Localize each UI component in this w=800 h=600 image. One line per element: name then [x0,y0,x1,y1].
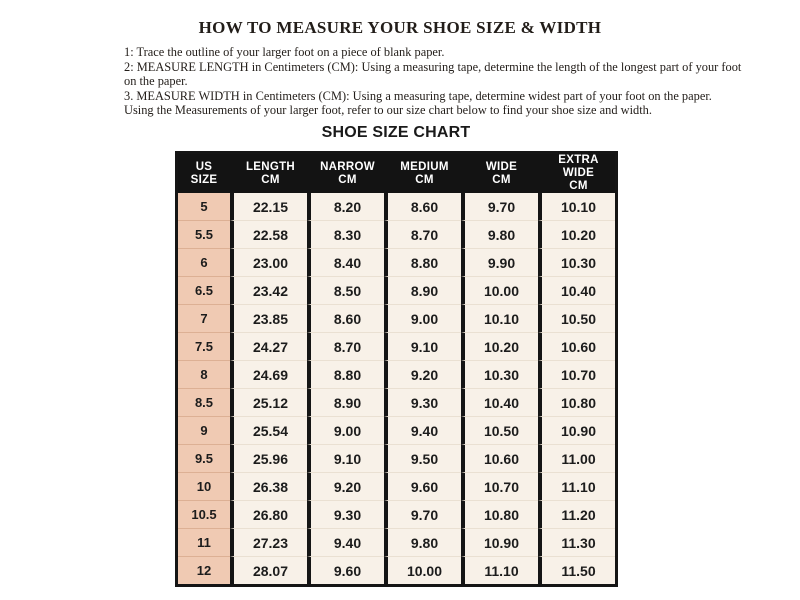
instruction-line: Using the Measurements of your larger foot, refer to our size chart below to find your shoe size and width. [124,103,652,117]
value-cell: 10.90 [461,528,538,556]
value-cell: 10.70 [538,360,615,388]
page-title: HOW TO MEASURE YOUR SHOE SIZE & WIDTH [198,18,602,37]
value-cell: 25.54 [230,416,307,444]
header-cell: EXTRA WIDE CM [538,154,615,193]
value-cell: 8.60 [384,193,461,220]
us-size-cell: 5 [178,193,230,220]
value-cell: 8.90 [307,388,384,416]
value-cell: 8.80 [307,360,384,388]
table-row [178,248,615,276]
value-cell: 10.10 [461,304,538,332]
header-cell: MEDIUM CM [384,154,461,193]
value-cell: 9.30 [307,500,384,528]
table-row [178,193,615,220]
us-size-cell: 7.5 [178,332,230,360]
instruction-line: 2: MEASURE LENGTH in Centimeters (CM): Using a measuring tape, determine the length of the longest part of your foot [124,59,742,74]
value-cell: 22.58 [230,220,307,248]
us-size-cell: 6 [178,248,230,276]
value-cell: 11.10 [461,556,538,584]
value-cell: 9.00 [384,304,461,332]
value-cell: 9.70 [461,193,538,220]
value-cell: 28.07 [230,556,307,584]
value-cell: 10.20 [538,220,615,248]
table-row [178,332,615,360]
value-cell: 9.20 [307,472,384,500]
value-cell: 10.20 [461,332,538,360]
value-cell: 8.70 [307,332,384,360]
table-header-row [178,154,615,193]
us-size-cell: 6.5 [178,276,230,304]
instruction-line: 3. MEASURE WIDTH in Centimeters (CM): Using a measuring tape, determine widest part of your foot on the paper. [124,88,712,103]
us-size-cell: 11 [178,528,230,556]
value-cell: 8.30 [307,220,384,248]
us-size-cell: 8 [178,360,230,388]
value-cell: 11.30 [538,528,615,556]
table-row [178,556,615,584]
value-cell: 8.20 [307,193,384,220]
value-cell: 9.80 [461,220,538,248]
chart-heading: SHOE SIZE CHART [321,124,471,141]
value-cell: 10.30 [538,248,615,276]
value-cell: 9.10 [307,444,384,472]
value-cell: 8.90 [384,276,461,304]
value-cell: 9.80 [384,528,461,556]
table-row [178,304,615,332]
value-cell: 9.10 [384,332,461,360]
value-cell: 8.70 [384,220,461,248]
size-table-body [178,193,615,584]
us-size-cell: 12 [178,556,230,584]
value-cell: 9.40 [307,528,384,556]
size-chart-table [175,151,618,587]
header-cell: NARROW CM [307,154,384,193]
value-cell: 8.40 [307,248,384,276]
value-cell: 9.00 [307,416,384,444]
value-cell: 9.30 [384,388,461,416]
value-cell: 10.40 [461,388,538,416]
us-size-cell: 10 [178,472,230,500]
value-cell: 10.50 [461,416,538,444]
value-cell: 8.60 [307,304,384,332]
value-cell: 25.96 [230,444,307,472]
value-cell: 10.90 [538,416,615,444]
value-cell: 9.60 [384,472,461,500]
value-cell: 10.80 [538,388,615,416]
header-cell: WIDE CM [461,154,538,193]
value-cell: 25.12 [230,388,307,416]
value-cell: 10.60 [538,332,615,360]
value-cell: 10.80 [461,500,538,528]
table-row [178,444,615,472]
value-cell: 10.10 [538,193,615,220]
value-cell: 10.40 [538,276,615,304]
us-size-cell: 7 [178,304,230,332]
us-size-cell: 10.5 [178,500,230,528]
value-cell: 8.80 [384,248,461,276]
table-row [178,276,615,304]
value-cell: 26.80 [230,500,307,528]
value-cell: 11.00 [538,444,615,472]
value-cell: 9.20 [384,360,461,388]
value-cell: 26.38 [230,472,307,500]
header-cell: LENGTH CM [230,154,307,193]
value-cell: 11.20 [538,500,615,528]
table-row [178,500,615,528]
value-cell: 10.60 [461,444,538,472]
value-cell: 11.10 [538,472,615,500]
value-cell: 9.40 [384,416,461,444]
us-size-cell: 5.5 [178,220,230,248]
us-size-cell: 8.5 [178,388,230,416]
value-cell: 8.50 [307,276,384,304]
value-cell: 24.69 [230,360,307,388]
value-cell: 11.50 [538,556,615,584]
value-cell: 9.90 [461,248,538,276]
value-cell: 9.50 [384,444,461,472]
instruction-line: 1: Trace the outline of your larger foot on a piece of blank paper. [124,45,445,59]
instructions [124,45,742,118]
us-size-cell: 9.5 [178,444,230,472]
table-row [178,388,615,416]
value-cell: 23.00 [230,248,307,276]
value-cell: 27.23 [230,528,307,556]
us-size-cell: 9 [178,416,230,444]
value-cell: 23.42 [230,276,307,304]
value-cell: 10.00 [384,556,461,584]
value-cell: 23.85 [230,304,307,332]
table-row [178,528,615,556]
value-cell: 9.70 [384,500,461,528]
header-cell: US SIZE [178,154,230,193]
table-row [178,416,615,444]
instruction-line: on the paper. [124,74,188,88]
table-row [178,472,615,500]
value-cell: 9.60 [307,556,384,584]
value-cell: 24.27 [230,332,307,360]
value-cell: 10.70 [461,472,538,500]
value-cell: 10.00 [461,276,538,304]
value-cell: 10.30 [461,360,538,388]
table-row [178,360,615,388]
value-cell: 22.15 [230,193,307,220]
value-cell: 10.50 [538,304,615,332]
table-row [178,220,615,248]
